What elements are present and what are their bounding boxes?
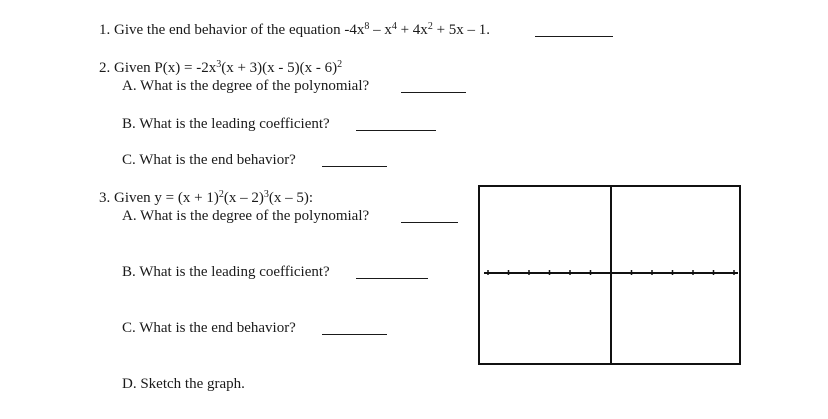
question-3-equation: Given $y = (x + 1)^2(x - 2)^3(x - 5)$: [114, 189, 313, 206]
answer-blank-1[interactable] [535, 36, 613, 37]
question-2b-text: B. What is the leading coefficient? [122, 116, 330, 132]
question-2a-text: A. What is the degree of the polynomial? [122, 78, 370, 94]
answer-blank-3c[interactable] [322, 334, 387, 335]
question-2-equation: Given $P(x) = -2x^3(x + 3)(x - 5)(x - 6)^2$ [114, 59, 343, 76]
question-2c-text: C. What is the end behavior? [122, 152, 296, 168]
graph-axes [480, 187, 743, 367]
question-2-number: 2. [99, 60, 111, 76]
sketch-graph-area[interactable] [478, 185, 741, 365]
answer-blank-3b[interactable] [356, 278, 428, 279]
question-1-number: 1. [99, 22, 111, 38]
answer-blank-3a[interactable] [401, 222, 458, 223]
question-3a-text: A. What is the degree of the polynomial? [122, 208, 370, 224]
question-3c-text: C. What is the end behavior? [122, 320, 296, 336]
question-3d-text: D. Sketch the graph. [122, 376, 245, 392]
answer-blank-2b[interactable] [356, 130, 436, 131]
question-1-text: Give the end behavior of the equation $-4x^8 - x^4 + 4x^2 + 5x - 1$. [114, 21, 491, 38]
answer-blank-2c[interactable] [322, 166, 387, 167]
question-3-given [99, 189, 313, 207]
answer-blank-2a[interactable] [401, 92, 466, 93]
question-1 [99, 21, 490, 39]
question-2-given [99, 59, 342, 77]
question-3b-text: B. What is the leading coefficient? [122, 264, 330, 280]
question-3-number: 3. [99, 190, 111, 206]
